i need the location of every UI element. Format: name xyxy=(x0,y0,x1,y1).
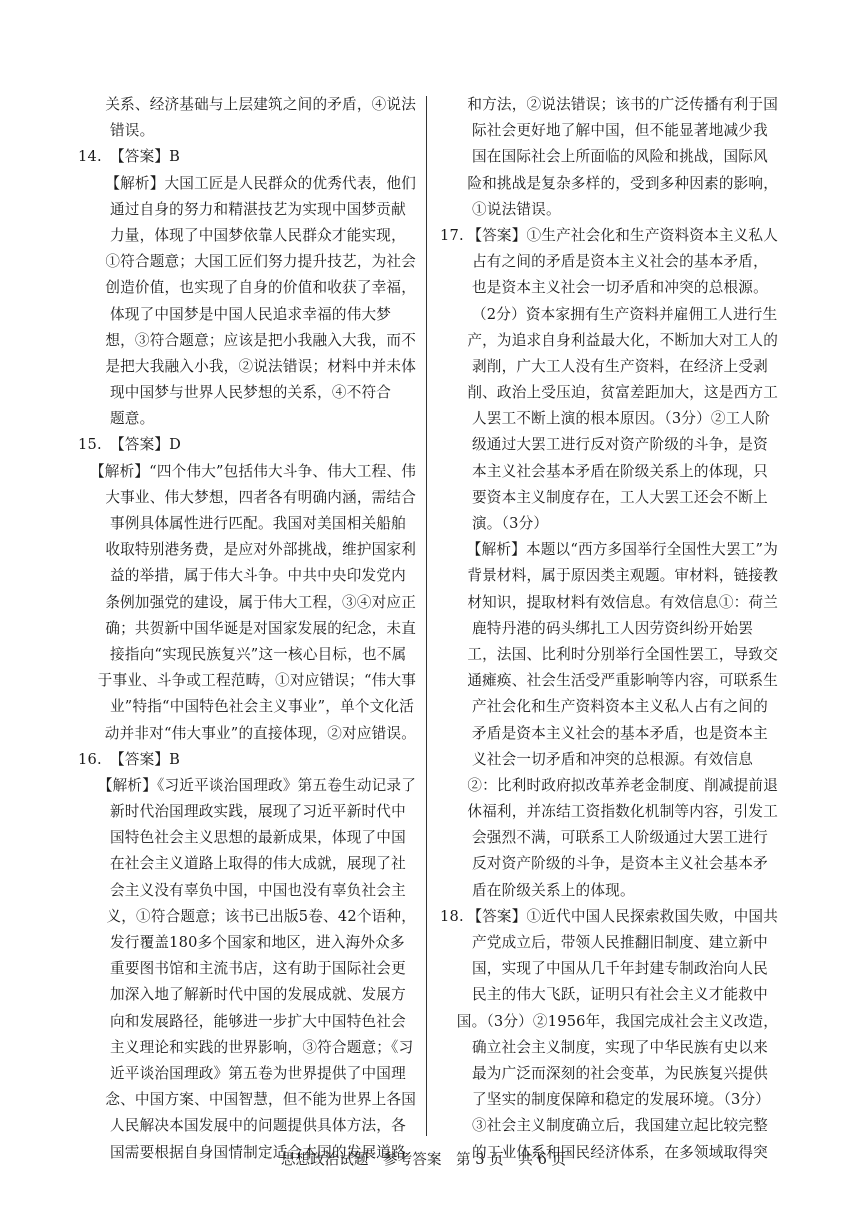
question-number xyxy=(78,275,105,301)
question-number xyxy=(78,825,110,851)
text-line xyxy=(78,1035,416,1061)
line-text: 际社会更好地了解中国，但不能显著地减少我 xyxy=(472,122,768,140)
line-text: 收取特别港务费，是应对外部挑战，维护国家利 xyxy=(105,541,416,559)
text-line xyxy=(440,275,778,301)
text-line xyxy=(78,851,416,877)
question-number xyxy=(440,721,472,747)
line-text: 近平谈治国理政》第五卷为世界提供了中国理 xyxy=(110,1064,406,1082)
line-text: 产，为追求自身利益最大化，不断加大对工人的 xyxy=(467,331,778,349)
question-number xyxy=(78,249,105,275)
question-number xyxy=(440,563,467,589)
question-number xyxy=(440,275,472,301)
question-number xyxy=(78,878,110,904)
question-number xyxy=(78,851,110,877)
text-line xyxy=(440,799,778,825)
question-number xyxy=(440,1061,472,1087)
question-number xyxy=(78,904,106,930)
question-number xyxy=(440,118,472,144)
question-number xyxy=(78,459,90,485)
text-line xyxy=(440,694,778,720)
question-number xyxy=(440,354,472,380)
question-number: 15. xyxy=(78,436,102,454)
text-line xyxy=(440,616,778,642)
text-line xyxy=(78,1009,416,1035)
question-number xyxy=(78,799,110,825)
line-text: 是把大我融入小我，②说法错误；材料中并未体 xyxy=(105,357,416,375)
line-text: 背景材料，属于原因类主观题。审材料，链接教 xyxy=(467,567,778,585)
line-text: 通瘫痪、社会生活受严重影响等内容，可联系生 xyxy=(467,672,778,690)
question-number xyxy=(78,354,105,380)
text-line xyxy=(440,432,778,458)
line-text: 本主义社会基本矛盾在阶级关系上的体现，只 xyxy=(472,462,768,480)
text-line xyxy=(78,721,416,747)
line-text: 【答案】B xyxy=(110,148,181,166)
left-column xyxy=(78,92,416,1166)
text-line xyxy=(78,1061,416,1087)
line-text: ③社会主义制度确立后，我国建立起比较完整 xyxy=(472,1117,768,1135)
text-line xyxy=(440,930,778,956)
question-number xyxy=(440,197,472,223)
question-number xyxy=(440,406,472,432)
text-line xyxy=(78,144,416,170)
text-line xyxy=(78,432,416,458)
line-text: 国，实现了中国从几千年封建专制政治向人民 xyxy=(472,960,768,978)
question-number xyxy=(440,432,472,458)
text-line xyxy=(440,773,778,799)
line-text: 国需要根据自身国情制定适合本国的发展道路 xyxy=(110,1143,406,1161)
question-number xyxy=(78,1113,110,1139)
line-text: 重要图书馆和主流书店，这有助于国际社会更 xyxy=(110,960,406,978)
column-divider xyxy=(426,96,427,1136)
line-text: 民主的伟大飞跃，证明只有社会主义才能救中 xyxy=(472,986,768,1004)
line-text: 要资本主义制度存在，工人大罢工还会不断上 xyxy=(472,488,768,506)
line-text: 【答案】①生产社会化和生产资料资本主义私人 xyxy=(467,226,778,244)
text-line xyxy=(78,694,416,720)
text-line xyxy=(78,642,416,668)
line-text: 也是资本主义社会一切矛盾和冲突的总根源。 xyxy=(472,279,768,297)
question-number xyxy=(78,982,110,1008)
question-number xyxy=(78,511,110,537)
line-text: 确立社会主义制度，实现了中华民族有史以来 xyxy=(472,1038,768,1056)
line-text: 【答案】B xyxy=(110,750,181,768)
line-text: 最为广泛而深刻的社会变革，为民族复兴提供 xyxy=(472,1064,768,1082)
line-text: ②：比利时政府拟改革养老金制度、削减提前退 xyxy=(467,776,778,794)
question-number xyxy=(78,721,105,747)
line-text: 工，法国、比利时分别举行全国性罢工，导致交 xyxy=(467,645,778,663)
question-number xyxy=(440,773,467,799)
text-line xyxy=(440,354,778,380)
question-number xyxy=(440,616,472,642)
text-line xyxy=(440,668,778,694)
question-number xyxy=(78,118,110,144)
question-number xyxy=(440,459,472,485)
question-number xyxy=(440,249,472,275)
question-number xyxy=(78,302,110,328)
question-number: 17. xyxy=(440,226,464,244)
text-line xyxy=(78,930,416,956)
text-line xyxy=(440,197,778,223)
line-text: 会强烈不满，可联系工人阶级通过大罢工进行 xyxy=(472,829,768,847)
question-number xyxy=(440,485,472,511)
line-text: 人罢工不断上演的根本原因。（3分）②工人阶 xyxy=(472,410,771,428)
text-line xyxy=(440,1035,778,1061)
text-line xyxy=(440,590,778,616)
line-text: 和方法，②说法错误；该书的广泛传播有利于国 xyxy=(467,96,778,113)
text-line xyxy=(78,118,416,144)
text-line xyxy=(78,825,416,851)
line-text: 确；共贺新中国华诞是对国家发展的纪念，未直 xyxy=(105,619,416,637)
line-text: 动并非对“伟大事业”的直接体现，②对应错误。 xyxy=(104,724,416,742)
question-number xyxy=(440,878,472,904)
question-number xyxy=(78,1087,105,1113)
line-text: 产党成立后，带领人民推翻旧制度、建立新中 xyxy=(472,934,768,951)
line-text: 业”特指“中国特色社会主义事业”，单个文化活 xyxy=(110,698,415,716)
line-text: 【解析】本题以“西方多国举行全国性大罢工”为 xyxy=(466,541,778,559)
line-text: 大事业、伟大梦想，四者各有明确内涵，需结合 xyxy=(105,488,416,506)
line-text: 接指向“实现民族复兴”这一核心目标，也不属 xyxy=(110,645,407,663)
line-text: （2分）资本家拥有生产资料并雇佣工人进行生 xyxy=(472,305,778,323)
line-text: 国特色社会主义思想的最新成果，体现了中国 xyxy=(110,829,406,847)
question-number xyxy=(440,590,467,616)
line-text: 占有之间的矛盾是资本主义社会的基本矛盾， xyxy=(472,253,768,271)
text-line xyxy=(78,354,416,380)
question-number xyxy=(78,1009,110,1035)
text-line xyxy=(78,171,416,197)
line-text: 鹿特丹港的码头绑扎工人因劳资纠纷开始罢 xyxy=(472,619,754,637)
line-text: 益的举措，属于伟大斗争。中共中央印发党内 xyxy=(110,567,406,585)
text-line xyxy=(440,1009,778,1035)
text-line xyxy=(78,406,416,432)
question-number: 14. xyxy=(78,148,102,166)
line-text: 削、政治上受压迫，贫富差距加大，这是西方工 xyxy=(467,384,778,402)
line-text: 事例具体属性进行匹配。我国对美国相关船舶 xyxy=(110,515,406,532)
text-line xyxy=(78,590,416,616)
question-number xyxy=(440,302,472,328)
line-text: 盾在阶级关系上的体现。 xyxy=(472,881,635,899)
line-text: 【答案】D xyxy=(110,436,182,454)
question-number xyxy=(440,747,472,773)
line-text: 的工业体系和国民经济体系，在多领域取得突 xyxy=(472,1143,768,1161)
line-text: 【解析】“四个伟大”包括伟大斗争、伟大工程、伟 xyxy=(90,462,416,480)
line-text: 想，③符合题意；应该是把小我融入大我，而不 xyxy=(105,331,416,349)
line-text: 人民解决本国发展中的问题提供具体方法，各 xyxy=(110,1117,406,1135)
line-text: 义社会一切矛盾和冲突的总根源。有效信息 xyxy=(472,750,754,768)
text-line xyxy=(440,511,778,537)
question-number xyxy=(440,1087,472,1113)
question-number xyxy=(440,956,472,982)
line-text: 会主义没有辜负中国，中国也没有辜负社会主 xyxy=(110,881,406,899)
text-line xyxy=(78,485,416,511)
text-line xyxy=(78,878,416,904)
question-number xyxy=(78,197,110,223)
text-line xyxy=(440,563,778,589)
line-text: 关系、经济基础与上层建筑之间的矛盾，④说法 xyxy=(105,96,416,113)
question-number xyxy=(78,406,110,432)
text-line xyxy=(440,249,778,275)
question-number xyxy=(440,328,467,354)
text-line xyxy=(78,747,416,773)
text-line xyxy=(78,773,416,799)
question-number xyxy=(78,1035,110,1061)
question-number xyxy=(78,223,110,249)
text-line xyxy=(78,1113,416,1139)
text-line xyxy=(440,982,778,1008)
question-number xyxy=(440,144,472,170)
text-line xyxy=(78,92,416,118)
line-text: 险和挑战是复杂多样的，受到多种因素的影响， xyxy=(467,174,778,192)
question-number xyxy=(440,668,467,694)
text-line xyxy=(440,747,778,773)
text-line xyxy=(440,459,778,485)
text-line xyxy=(78,904,416,930)
text-line xyxy=(78,197,416,223)
question-number xyxy=(440,930,472,956)
question-number xyxy=(440,1009,457,1035)
question-number xyxy=(78,642,110,668)
question-number xyxy=(440,511,472,537)
line-text: 向和发展路径，能够进一步扩大中国特色社会 xyxy=(110,1012,406,1030)
line-text: 力量，体现了中国梦依靠人民群众才能实现， xyxy=(110,226,406,244)
question-number xyxy=(78,616,105,642)
text-line xyxy=(440,851,778,877)
text-line xyxy=(440,1061,778,1087)
line-text: 新时代治国理政实践，展现了习近平新时代中 xyxy=(110,803,406,821)
line-text: 体现了中国梦是中国人民追求幸福的伟大梦 xyxy=(110,305,392,323)
text-line xyxy=(440,825,778,851)
text-line xyxy=(78,616,416,642)
text-line xyxy=(440,118,778,144)
text-line xyxy=(78,563,416,589)
line-text: 念、中国方案、中国智慧，但不能为世界上各国 xyxy=(105,1091,416,1109)
question-number xyxy=(78,930,110,956)
text-line xyxy=(78,302,416,328)
text-line xyxy=(78,982,416,1008)
line-text: 【解析】大国工匠是人民群众的优秀代表，他们 xyxy=(105,174,416,192)
question-number xyxy=(78,956,110,982)
line-text: 通过自身的努力和精湛技艺为实现中国梦贡献 xyxy=(110,200,406,218)
line-text: 在社会主义道路上取得的伟大成就，展现了社 xyxy=(110,855,406,873)
question-number xyxy=(440,1035,472,1061)
question-number xyxy=(440,982,472,1008)
text-line xyxy=(78,328,416,354)
line-text: 矛盾是资本主义社会的基本矛盾，也是资本主 xyxy=(472,724,768,742)
text-line xyxy=(440,485,778,511)
line-text: 义，①符合题意；该书已出版5卷、42个语种， xyxy=(106,907,416,925)
question-number: 18. xyxy=(440,907,464,925)
text-line xyxy=(440,406,778,432)
line-text: 国。（3分）②1956年，我国完成社会主义改造， xyxy=(456,1012,778,1030)
question-number xyxy=(440,799,467,825)
text-line xyxy=(440,92,778,118)
text-line xyxy=(78,249,416,275)
line-text: 反对资产阶级的斗争，是资本主义社会基本矛 xyxy=(472,855,768,873)
text-line xyxy=(440,380,778,406)
line-text: 错误。 xyxy=(110,122,155,140)
right-column xyxy=(440,92,778,1166)
question-number xyxy=(78,380,110,406)
text-line xyxy=(440,171,778,197)
text-line xyxy=(440,302,778,328)
line-text: 产社会化和生产资料资本主义私人占有之间的 xyxy=(472,698,768,716)
question-number xyxy=(78,1061,110,1087)
text-line xyxy=(440,642,778,668)
text-line xyxy=(440,223,778,249)
line-text: 剥削，广大工人没有生产资料，在经济上受剥 xyxy=(472,357,768,375)
question-number xyxy=(440,825,472,851)
text-line xyxy=(440,1087,778,1113)
line-text: 级通过大罢工进行反对资产阶级的斗争，是资 xyxy=(472,436,768,454)
question-number xyxy=(78,563,110,589)
text-line xyxy=(78,459,416,485)
text-line xyxy=(78,537,416,563)
line-text: ①符合题意；大国工匠们努力提升技艺，为社会 xyxy=(105,253,416,271)
question-number xyxy=(78,668,98,694)
question-number xyxy=(440,92,467,118)
page-footer: 思想政治试题 参考答案 第 3 页 共 6 页 xyxy=(280,1151,567,1168)
line-text: 条例加强党的建设，属于伟大工程，③④对应正 xyxy=(105,593,416,611)
text-line xyxy=(78,956,416,982)
text-line xyxy=(78,668,416,694)
question-number xyxy=(440,694,472,720)
line-text: 【解析】《习近平谈治国理政》第五卷生动记录了 xyxy=(97,776,416,794)
text-line xyxy=(440,904,778,930)
text-line xyxy=(78,799,416,825)
line-text: 主义理论和实践的世界影响，③符合题意；《习 xyxy=(110,1038,414,1056)
question-number xyxy=(78,171,105,197)
line-text: 了坚实的制度保障和稳定的发展环境。（3分） xyxy=(472,1091,771,1109)
text-line xyxy=(440,721,778,747)
question-number xyxy=(78,590,105,616)
text-line xyxy=(78,511,416,537)
text-line xyxy=(440,537,778,563)
line-text: 休福利，并冻结工资指数化机制等内容，引发工 xyxy=(467,803,778,821)
question-number xyxy=(440,851,472,877)
question-number xyxy=(78,328,105,354)
line-text: 于事业、斗争或工程范畴，①对应错误；“伟大事 xyxy=(97,672,416,690)
text-line xyxy=(440,328,778,354)
text-line xyxy=(440,878,778,904)
line-text: 加深入地了解新时代中国的发展成就、发展方 xyxy=(110,986,406,1004)
question-number xyxy=(78,485,105,511)
line-text: 题意。 xyxy=(110,410,155,428)
question-number xyxy=(78,92,105,118)
question-number xyxy=(440,642,467,668)
question-number: 16. xyxy=(78,750,102,768)
question-number xyxy=(78,694,110,720)
line-text: 国在国际社会上所面临的风险和挑战，国际风 xyxy=(472,148,768,166)
text-line xyxy=(78,1087,416,1113)
text-line xyxy=(78,275,416,301)
question-number xyxy=(440,380,467,406)
text-line xyxy=(440,144,778,170)
line-text: 发行覆盖180多个国家和地区，进入海外众多 xyxy=(110,934,405,951)
line-text: 材知识，提取材料有效信息。有效信息①：荷兰 xyxy=(467,593,778,611)
line-text: 【答案】①近代中国人民探索救国失败，中国共 xyxy=(467,907,778,925)
text-line xyxy=(78,223,416,249)
line-text: 演。（3分） xyxy=(472,515,549,532)
text-line xyxy=(440,956,778,982)
line-text: 现中国梦与世界人民梦想的关系，④不符合 xyxy=(110,384,392,402)
question-number xyxy=(440,1113,472,1139)
text-line xyxy=(78,380,416,406)
question-number xyxy=(440,171,467,197)
question-number xyxy=(78,773,98,799)
question-number xyxy=(78,537,105,563)
line-text: ①说法错误。 xyxy=(472,200,561,218)
question-number xyxy=(440,537,467,563)
text-line xyxy=(440,1113,778,1139)
line-text: 创造价值，也实现了自身的价值和收获了幸福， xyxy=(105,279,416,297)
